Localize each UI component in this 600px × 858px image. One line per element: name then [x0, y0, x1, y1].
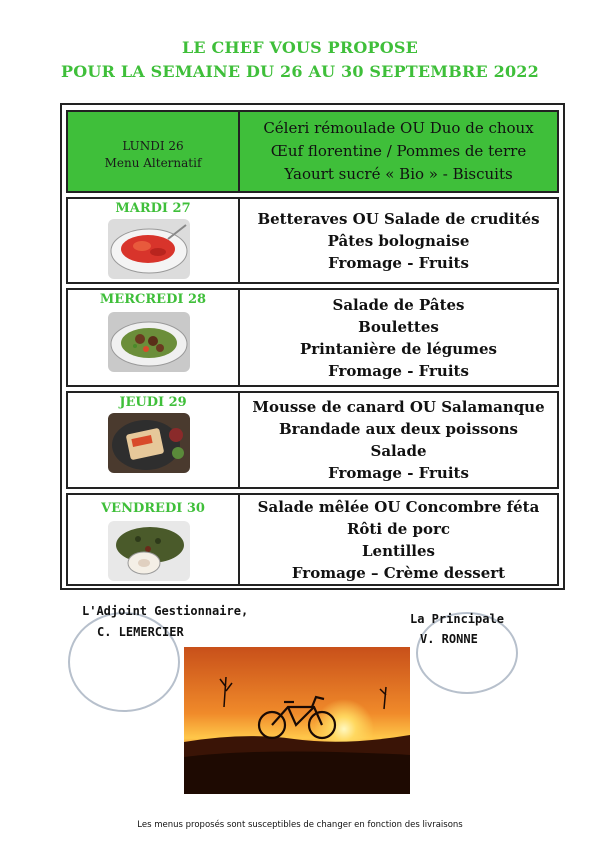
signature-right-name: V. RONNE — [420, 632, 478, 646]
signature-right-title: La Principale — [410, 612, 504, 626]
menu-item: Céleri rémoulade OU Duo de choux — [263, 119, 534, 137]
food-photo-bolognaise — [108, 219, 190, 279]
day-label-lundi — [68, 138, 238, 172]
day-subtitle: Menu Alternatif — [104, 156, 202, 170]
menu-item: Fromage - Fruits — [328, 464, 469, 482]
menu-row-mercredi — [66, 288, 559, 387]
day-label-vendredi: VENDREDI 30 — [101, 501, 205, 516]
menu-table — [60, 103, 565, 590]
footer-note: Les menus proposés sont susceptibles de changer en fonction des livraisons — [137, 820, 463, 830]
menu-item: Betteraves OU Salade de crudités — [257, 209, 540, 228]
menu-item: Fromage - Fruits — [328, 253, 469, 272]
menu-row-lundi — [66, 110, 559, 193]
menu-row-vendredi — [66, 493, 559, 586]
signature-left-title: L'Adjoint Gestionnaire, — [82, 604, 249, 618]
menu-row-jeudi — [66, 391, 559, 489]
food-photo-boulettes — [108, 312, 190, 372]
menu-items-jeudi — [240, 393, 557, 487]
header-line-1: LE CHEF VOUS PROPOSE — [181, 38, 419, 57]
menu-item: Fromage – Crème dessert — [291, 563, 506, 582]
menu-item: Boulettes — [358, 317, 439, 336]
menu-item: Mousse de canard OU Salamanque — [252, 398, 545, 416]
menu-item: Fromage - Fruits — [328, 361, 469, 380]
food-photo-brandade — [108, 413, 190, 473]
menu-item: Lentilles — [361, 541, 435, 560]
menu-item: Printanière de légumes — [300, 339, 497, 358]
menu-row-mardi — [66, 197, 559, 284]
menu-item: Salade de Pâtes — [332, 295, 465, 314]
menu-items-lundi — [240, 112, 557, 191]
menu-item: Pâtes bolognaise — [327, 231, 470, 250]
menu-items-mardi — [240, 199, 557, 282]
sunset-bicycle-photo — [184, 647, 410, 794]
menu-item: Salade — [370, 442, 427, 460]
menu-item: Œuf florentine / Pommes de terre — [270, 142, 527, 160]
signature-left-name: C. LEMERCIER — [97, 625, 184, 639]
day-label-mardi: MARDI 27 — [115, 201, 191, 216]
menu-item: Salade mêlée OU Concombre féta — [257, 497, 540, 516]
day-name: LUNDI 26 — [122, 139, 184, 153]
header-line-2: POUR LA SEMAINE DU 26 AU 30 SEPTEMBRE 2022 — [61, 62, 539, 81]
food-photo-roti — [108, 521, 190, 581]
menu-items-mercredi — [240, 290, 557, 385]
menu-item: Brandade aux deux poissons — [279, 420, 518, 438]
day-label-jeudi: JEUDI 29 — [119, 395, 187, 410]
menu-item: Rôti de porc — [346, 519, 451, 538]
menu-item: Yaourt sucré « Bio » - Biscuits — [284, 165, 513, 183]
menu-items-vendredi — [240, 495, 557, 584]
day-label-mercredi: MERCREDI 28 — [99, 292, 207, 307]
